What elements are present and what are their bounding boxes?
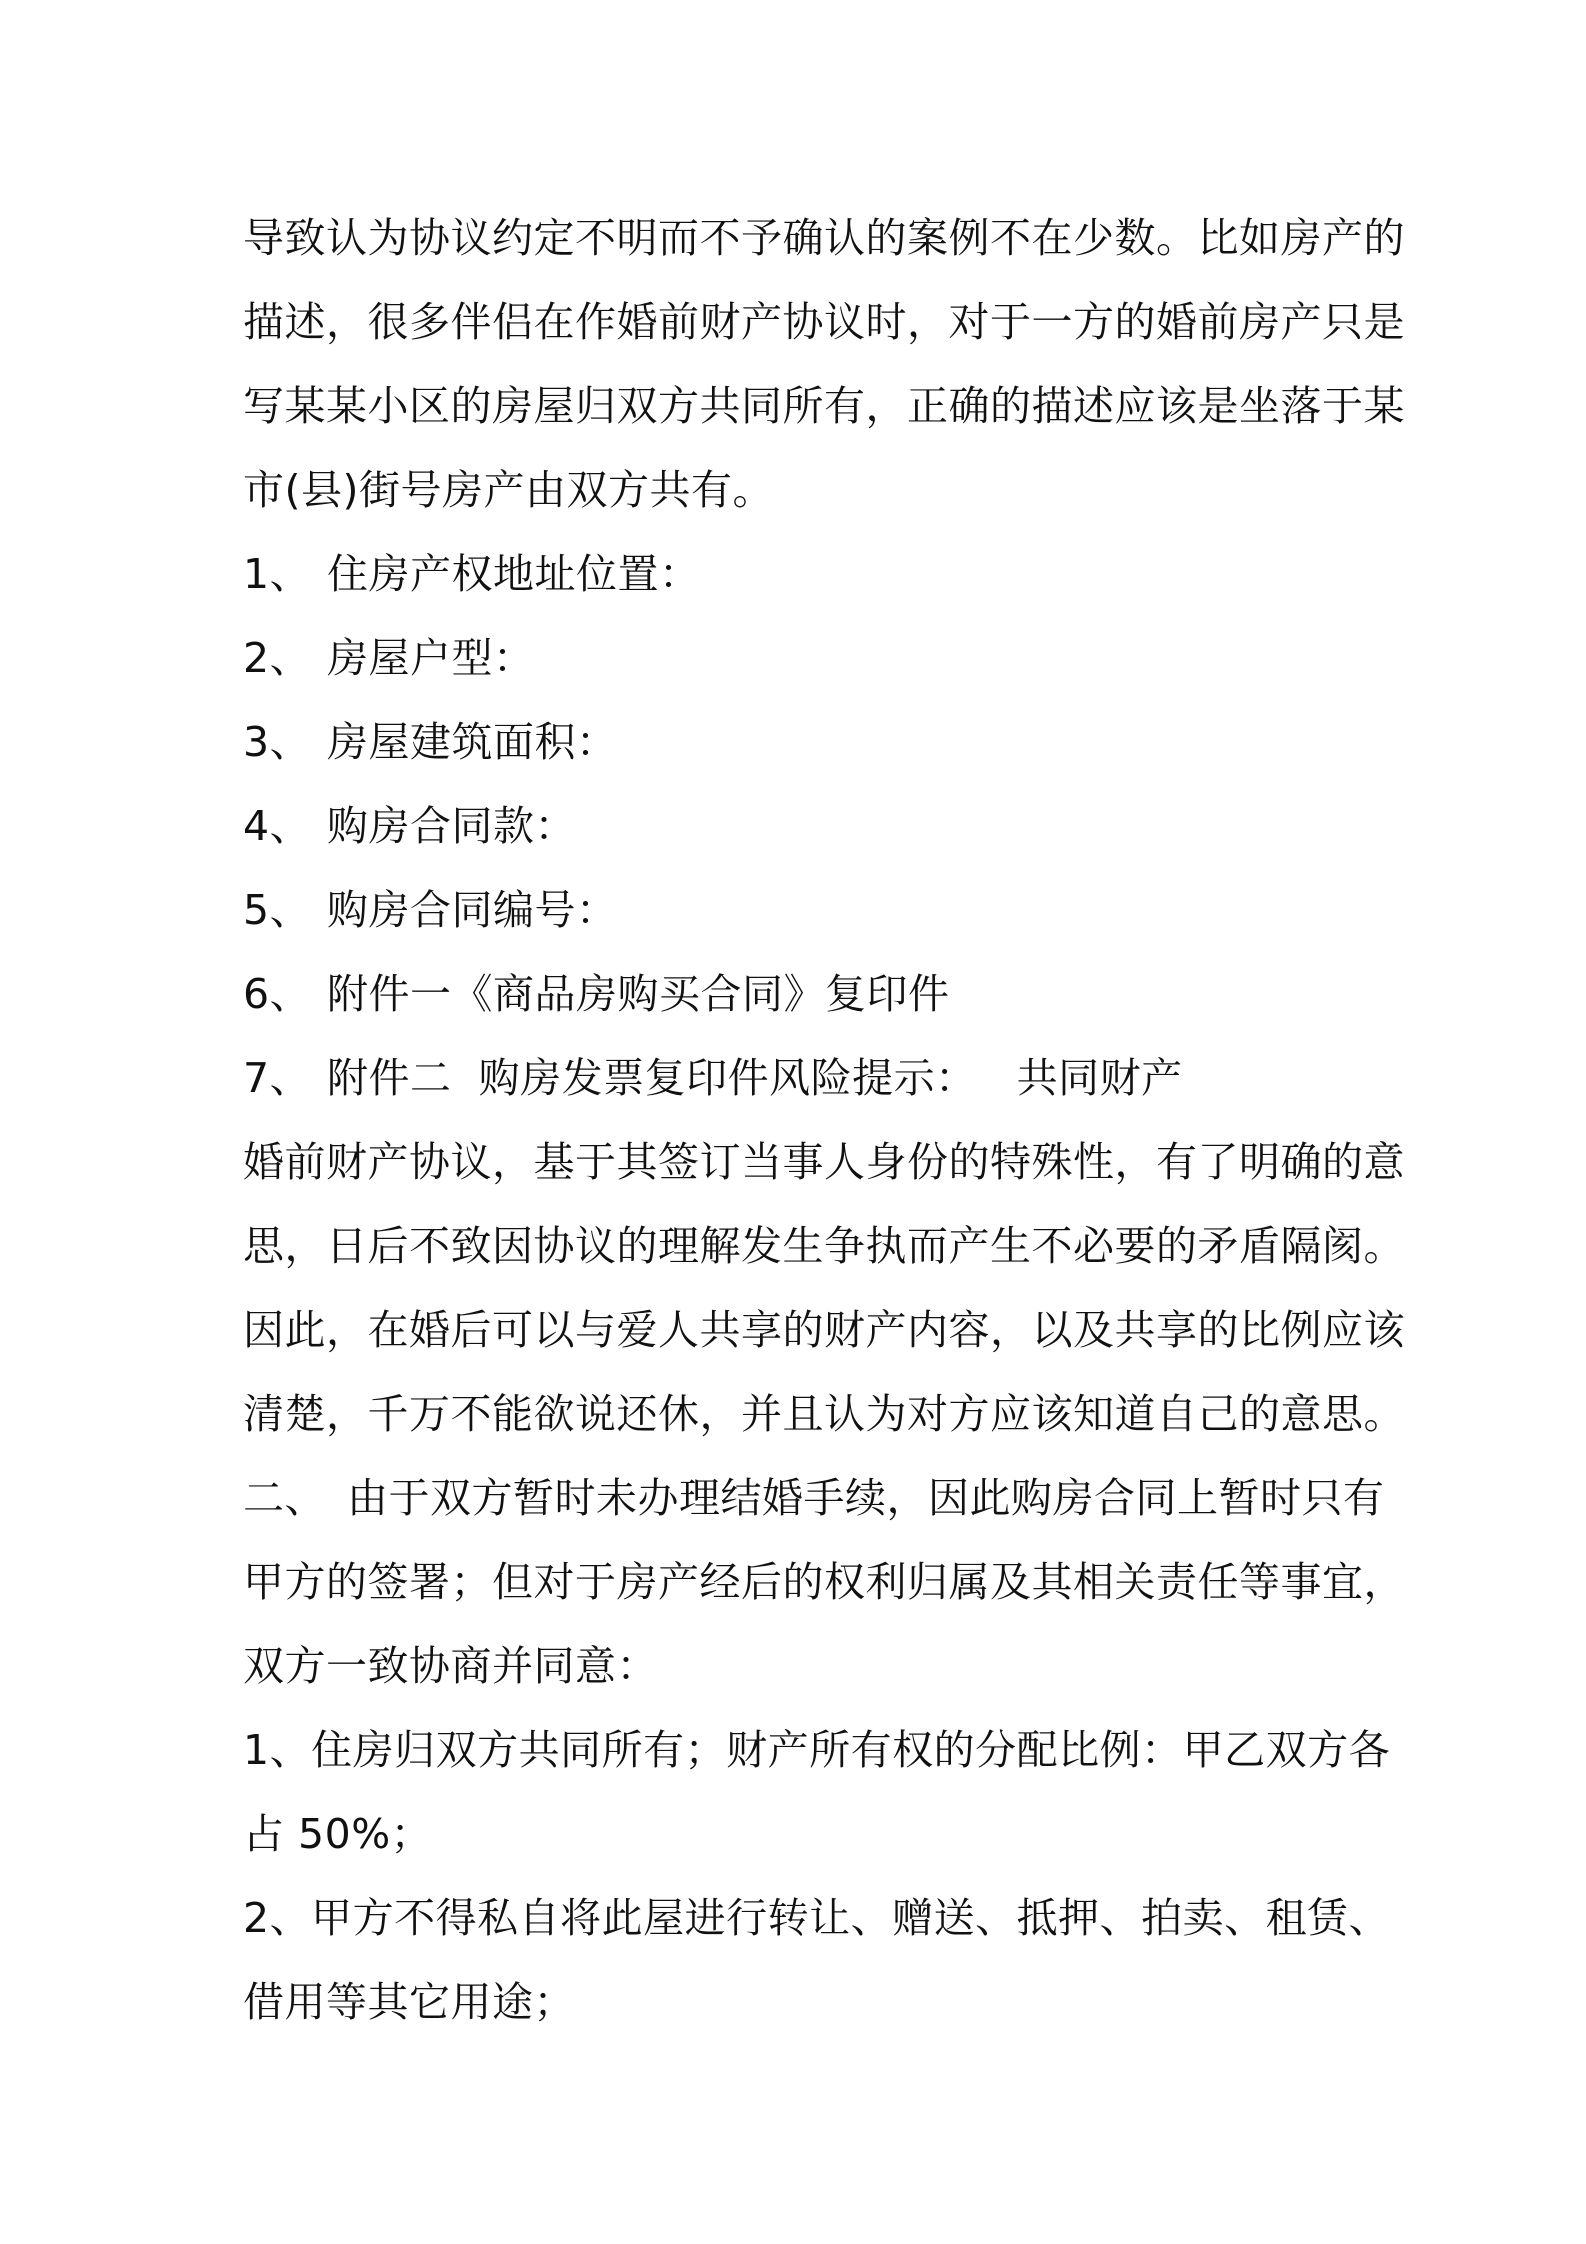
warning-paragraph xyxy=(243,1120,1405,1456)
text-line: 市(县)街号房产由双方共有。 xyxy=(243,466,774,514)
list-text: 购房合同款： xyxy=(327,802,576,850)
section-number: 二、 xyxy=(243,1474,326,1522)
intro-paragraph xyxy=(243,196,1405,532)
list-number: 3、 xyxy=(243,718,312,766)
list-text: 附件二 购房发票复印件风险提示： xyxy=(327,1054,977,1102)
clauses xyxy=(243,1708,1391,2044)
list-item xyxy=(243,700,1363,784)
document-page xyxy=(243,196,1405,2044)
list-number: 6、 xyxy=(243,970,312,1018)
property-info-list xyxy=(243,532,1363,1120)
clause-line: 占 50%； xyxy=(243,1810,433,1858)
list-text: 房屋户型： xyxy=(327,634,535,682)
list-item xyxy=(243,1036,1363,1120)
clause-line: 2、甲方不得私自将此屋进行转让、赠送、抵押、拍卖、租赁、 xyxy=(243,1894,1391,1942)
text-line: 导致认为协议约定不明而不予确认的案例不在少数。比如房产的 xyxy=(243,214,1405,262)
text-line: 甲方的签署；但对于房产经后的权利归属及其相关责任等事宜， xyxy=(243,1558,1405,1606)
list-extra-text: 共同财产 xyxy=(1016,1054,1183,1102)
text-line: 思，日后不致因协议的理解发生争执而产生不必要的矛盾隔阂。 xyxy=(243,1222,1405,1270)
text-line: 双方一致协商并同意： xyxy=(243,1642,658,1690)
list-number: 1、 xyxy=(243,550,312,598)
list-text: 住房产权地址位置： xyxy=(327,550,701,598)
list-item xyxy=(243,616,1363,700)
list-text: 购房合同编号： xyxy=(327,886,618,934)
list-text: 房屋建筑面积： xyxy=(327,718,618,766)
list-item xyxy=(243,952,1363,1036)
text-line: 因此，在婚后可以与爱人共享的财产内容，以及共享的比例应该 xyxy=(243,1306,1405,1354)
list-number: 5、 xyxy=(243,886,312,934)
list-item xyxy=(243,868,1363,952)
text-line: 描述，很多伴侣在作婚前财产协议时，对于一方的婚前房产只是 xyxy=(243,298,1405,346)
section-text: 由于双方暂时未办理结婚手续，因此购房合同上暂时只有 xyxy=(347,1474,1385,1522)
section-two xyxy=(243,1456,1405,1708)
clause-line: 借用等其它用途； xyxy=(243,1978,575,2026)
text-line: 清楚，千万不能欲说还休，并且认为对方应该知道自己的意思。 xyxy=(243,1390,1405,1438)
list-number: 7、 xyxy=(243,1054,312,1102)
list-number: 2、 xyxy=(243,634,312,682)
list-item xyxy=(243,532,1363,616)
text-line: 婚前财产协议，基于其签订当事人身份的特殊性，有了明确的意 xyxy=(243,1138,1405,1186)
text-line: 写某某小区的房屋归双方共同所有，正确的描述应该是坐落于某 xyxy=(243,382,1405,430)
list-item xyxy=(243,784,1363,868)
list-text: 附件一《商品房购买合同》复印件 xyxy=(327,970,950,1018)
section-heading-line xyxy=(243,1456,1385,1540)
list-number: 4、 xyxy=(243,802,312,850)
clause-line: 1、住房归双方共同所有；财产所有权的分配比例：甲乙双方各 xyxy=(243,1726,1391,1774)
